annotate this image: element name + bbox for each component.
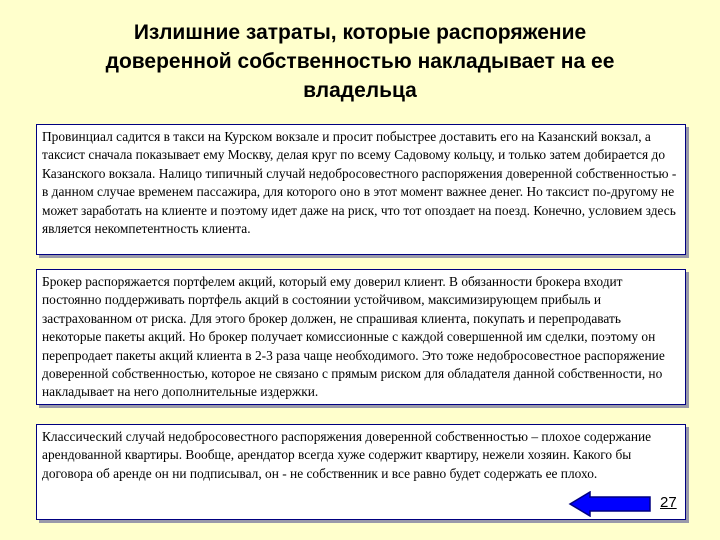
slide-title-line-3: владельца [303, 79, 417, 102]
text-box-taxi: Провинциал садится в такси на Курском вокзале и просит побыстрее доставить его на Казанский вокзал, а таксист сначала показывает ему Москву, делая круг по всему Садовому кольцу, и только затем добирается до Казанского вокзала. Налицо типичный случай недобросовестного распоряжения доверенной собственностью - в данном случае временем пассажира, для которого оно в этот момент важнее денег. Но таксист по-другому не может заработать на клиенте и поэтому идет даже на риск, что тот опоздает на поезд. Конечно, условием здесь является некомпетентность клиента. [36, 124, 686, 255]
slide-title-line-2: доверенной собственностью накладывает на ее [105, 50, 615, 73]
slide-title [0, 18, 720, 105]
text-box-broker: Брокер распоряжается портфелем акций, который ему доверил клиент. В обязанности брокера входит постоянно поддерживать портфель акций в состоянии устойчивом, максимизирующем прибыль и застрахованном от риска. Для этого брокер должен, не спрашивая клиента, покупать и перепродавать некоторые пакеты акций. Но брокер получает комиссионные с каждой совершенной им сделки, поэтому он перепродает пакеты акций клиента в 2-3 раза чаще необходимого. Это тоже недобросовестное распоряжение доверенной собственностью, которое не связано с прямым риском для обладателя данной собственности, но накладывает на него дополнительные издержки. [36, 269, 686, 405]
page-number-link[interactable]: 27 [660, 494, 677, 511]
left-arrow-icon[interactable] [568, 491, 652, 517]
slide-title-line-1: Излишние затраты, которые распоряжение [133, 21, 587, 44]
text-box-apartment: Классический случай недобросовестного распоряжения доверенной собственностью – плохое содержание арендованной квартиры. Вообще, арендатор всегда хуже содержит квартиру, нежели хозяин. Какого бы договора об аренде он ни подписывал, он - не собственник и все равно будет содержать ее плохо. [36, 424, 686, 520]
